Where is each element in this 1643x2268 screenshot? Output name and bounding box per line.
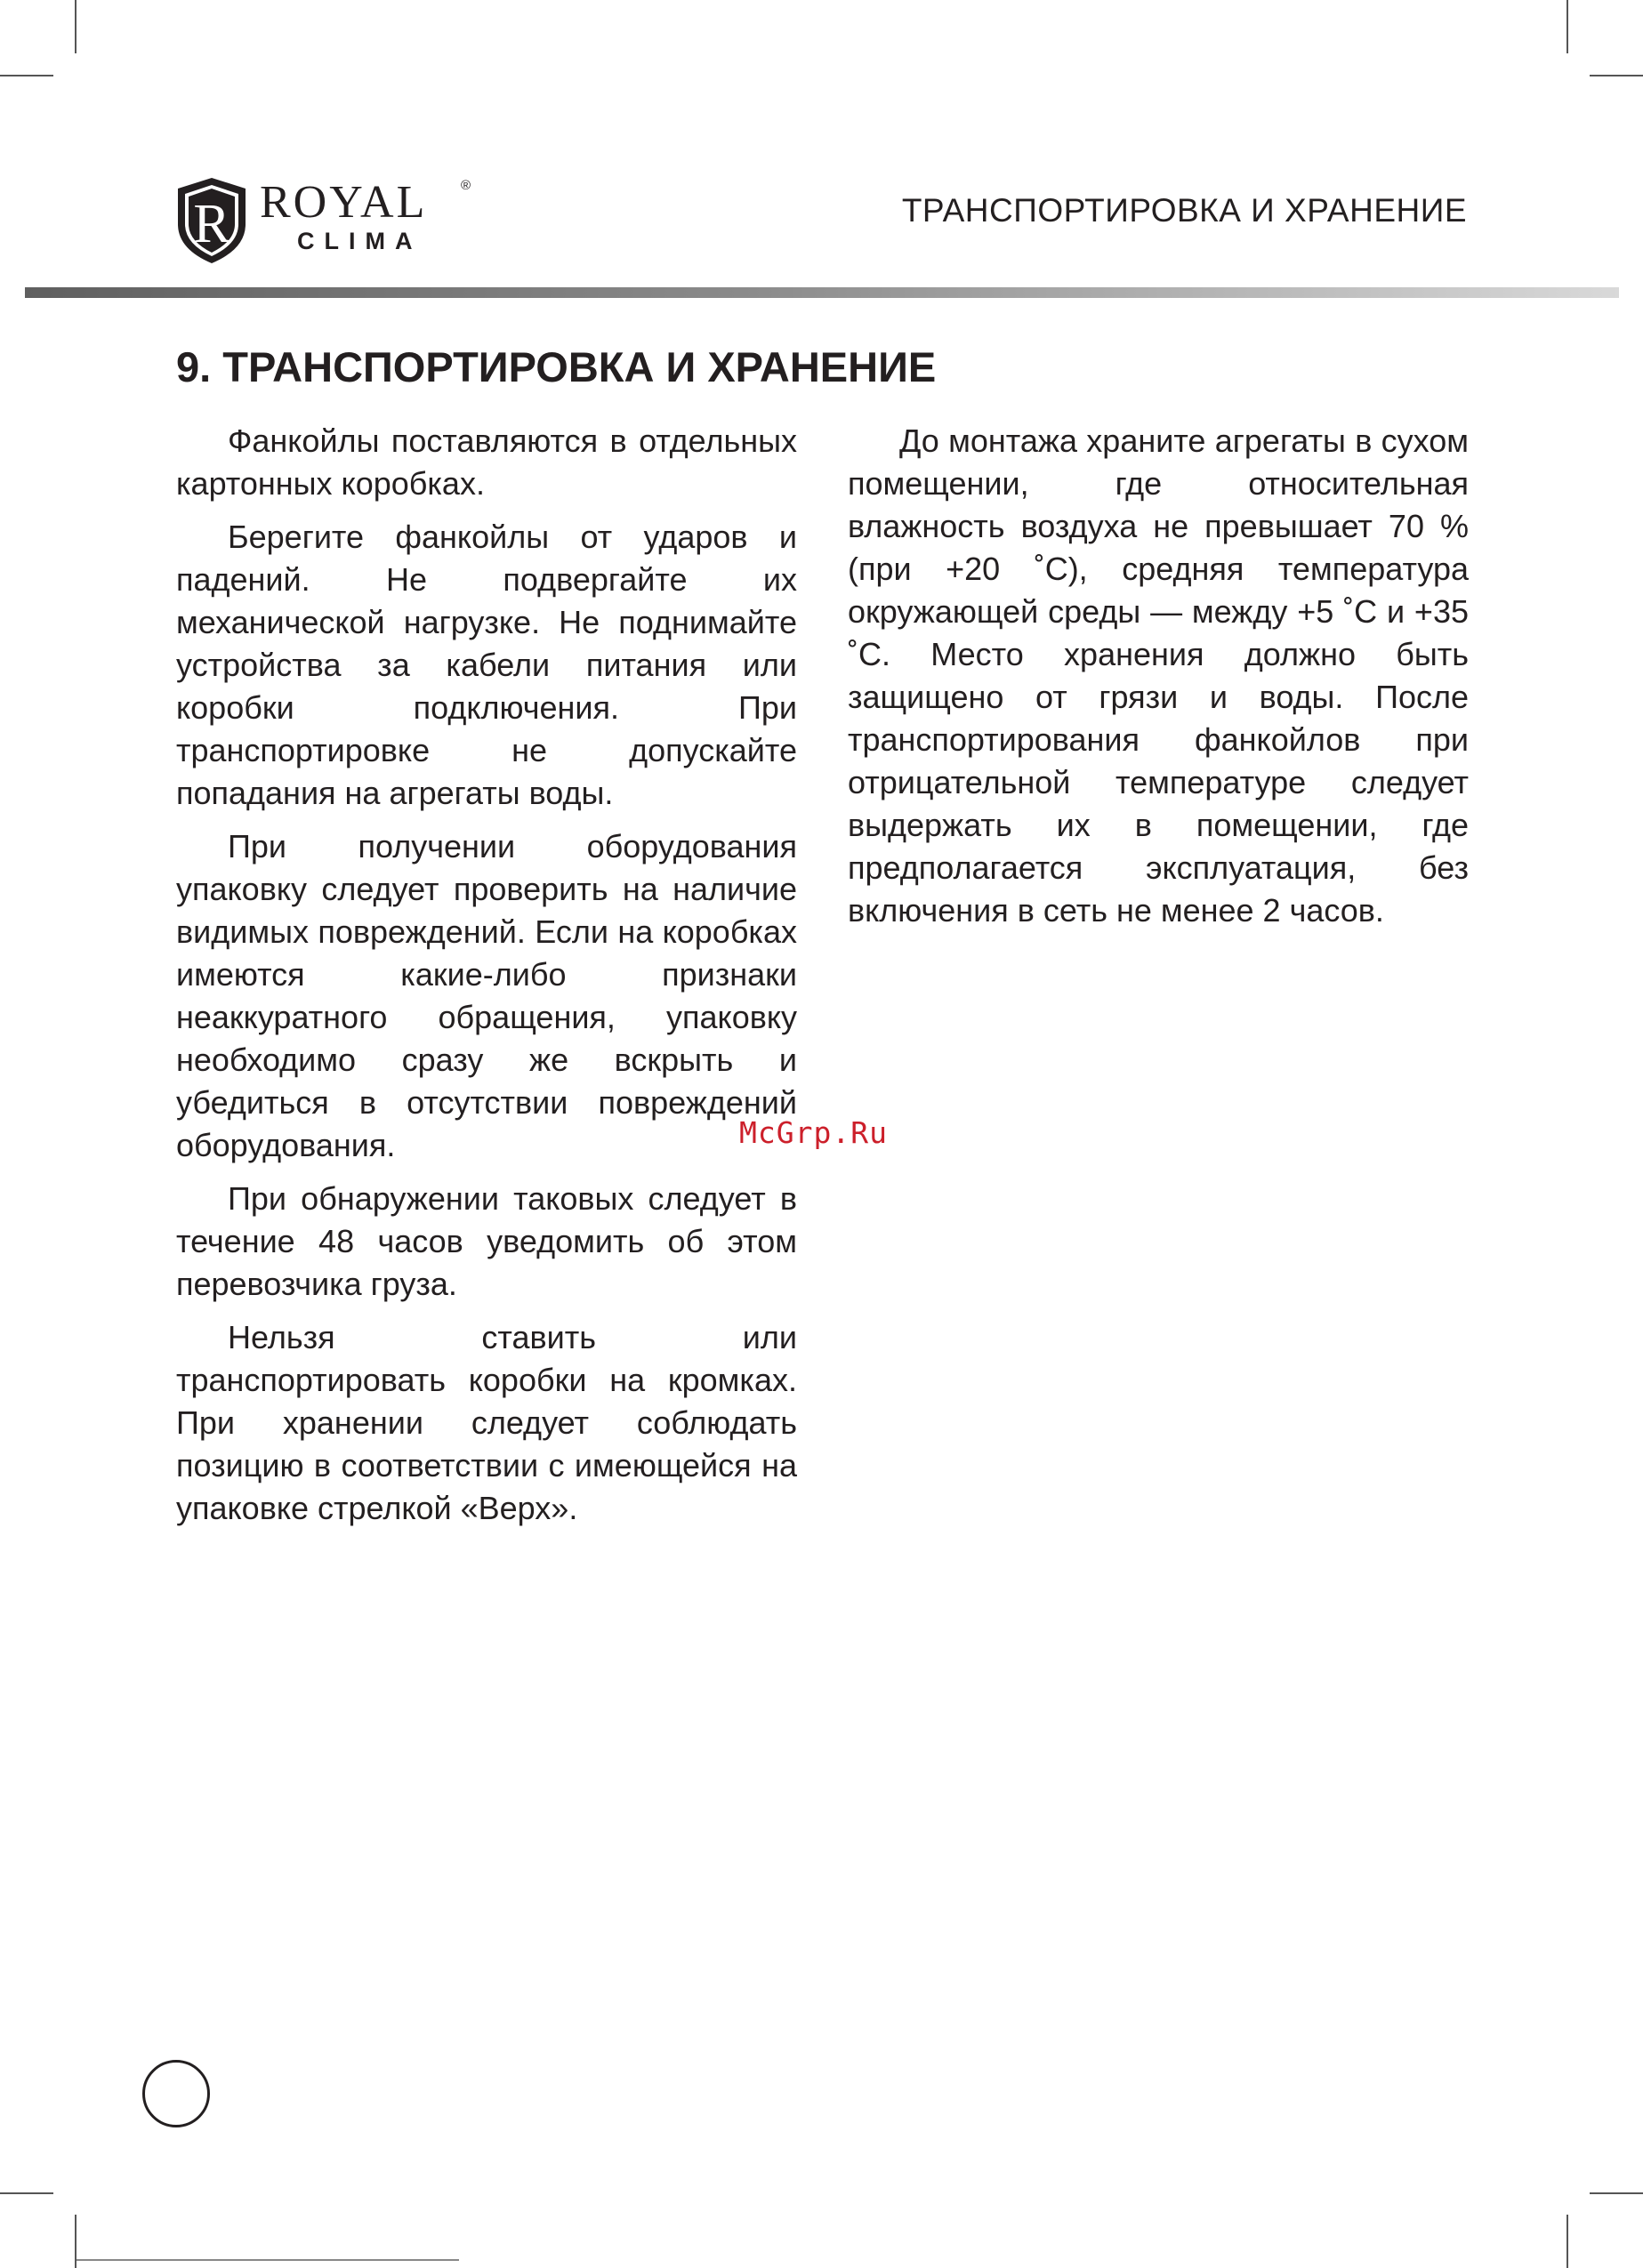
paragraph: Берегите фанкойлы от ударов и падений. Не подвергайте их механической нагрузке. Не поднимайте устройства за кабели питания или коробки подключения. При транспортировке не допускайте попадания на агрегаты воды. [176, 519, 797, 811]
crop-mark [1566, 0, 1568, 53]
section-heading: 9. ТРАНСПОРТИРОВКА И ХРАНЕНИЕ [176, 343, 937, 390]
logo-mark-letter: R [193, 194, 230, 254]
crop-mark [75, 0, 77, 53]
header-divider [25, 287, 1619, 298]
paragraph: При получении оборудования упаковку следует проверить на наличие видимых повреждений. Если на коробках имеются какие-либо признаки неаккуратного обращения, упаковку необходимо сразу же вскрыть и убедиться в отсутствии повреждений оборудования. [176, 828, 797, 1163]
logo-wordmark: ROYAL [260, 177, 428, 228]
paragraph: Фанкойлы поставляются в отдельных картонных коробках. [176, 422, 797, 502]
crop-mark [1590, 75, 1643, 76]
registered-mark: ® [461, 178, 471, 193]
crop-mark [0, 75, 53, 76]
bottom-divider [77, 2259, 459, 2261]
brand-logo [174, 176, 477, 265]
paragraph: При обнаружении таковых следует в течение 48 часов уведомить об этом перевозчика груза. [176, 1180, 797, 1302]
crop-mark [1590, 2192, 1643, 2194]
text-column-right [848, 420, 1469, 943]
running-header: ТРАНСПОРТИРОВКА И ХРАНЕНИЕ [901, 192, 1467, 229]
logo-subtitle: CLIMA [297, 228, 423, 254]
shield-icon [174, 176, 249, 265]
page-number-circle [142, 2060, 210, 2127]
paragraph: До монтажа храните агрегаты в сухом помещении, где относительная влажность воздуха не превышает 70 % (при +20 ˚С), средняя температура окружающей среды — между +5 ˚С и +35 ˚С. Место хранения должно быть защищено от грязи и воды. После транспортирования фанкойлов при отрицательной температуре следует выдержать их в помещении, где предполагается эксплуатация, без включения в сеть не менее 2 часов. [848, 422, 1469, 929]
crop-mark [1566, 2215, 1568, 2268]
text-column-left [176, 420, 797, 1540]
paragraph: Нельзя ставить или транспортировать коробки на кромках. При хранении следует соблюдать позицию в соответствии с имеющейся на упаковке стрелкой «Верх». [176, 1319, 797, 1526]
watermark-link[interactable]: McGrp.Ru [739, 1115, 888, 1150]
crop-mark [0, 2192, 53, 2194]
